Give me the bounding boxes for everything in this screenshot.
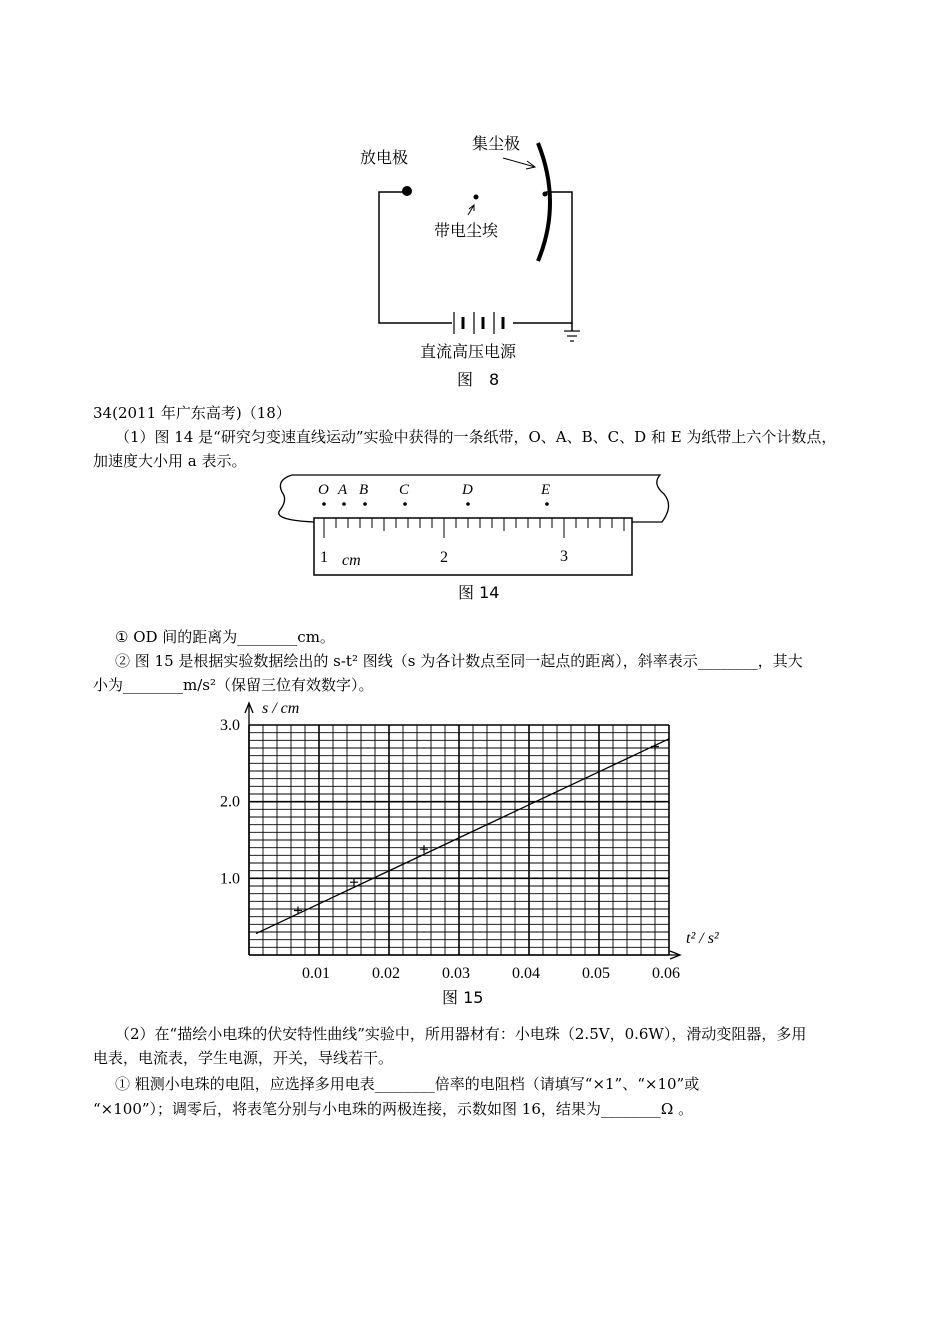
battery-symbol [454,312,503,334]
y-tick-label: 1.0 [220,870,240,888]
tape-label-b: B [359,482,369,498]
question-2-line2: 小为________m/s²（保留三位有效数字）。 [93,676,374,694]
x-axis-label: t² / s² [686,930,719,947]
label-collector: 集尘极 [472,134,521,153]
figure-14-caption: 图 14 [458,583,500,602]
figure-8-circuit [340,125,620,400]
part2-line4: “×100”）；调零后，将表笔分别与小电珠的两极连接，示数如图 16，结果为________Ω 。 [93,1100,694,1118]
chart-series [256,739,669,934]
figure-15-caption: 图 15 [442,988,484,1007]
tape-dot-c [403,502,407,506]
tape-label-e: E [541,482,551,498]
tape-label-d: D [462,482,473,498]
part2-line3: ① 粗测小电珠的电阻，应选择多用电表________倍率的电阻档（请填写“×1”、“×10”或 [115,1075,700,1093]
tape-dot-b [363,502,367,506]
figure-8-caption: 图 8 [457,370,500,389]
x-tick-label: 0.03 [442,965,470,982]
question-1: ① OD 间的距离为________cm。 [115,628,335,646]
x-tick-labels [302,965,680,982]
part2-line1: （2）在“描绘小电珠的伏安特性曲线”实验中，所用器材有：小电珠（2.5V，0.6W），滑动变阻器，多用 [115,1025,807,1043]
part1-intro-line1: （1）图 14 是“研究匀变速直线运动”实验中获得的一条纸带，O、A、B、C、D 和 E 为纸带上六个计数点， [115,428,837,446]
data-point-marker [294,907,302,915]
y-tick-label: 2.0 [220,793,240,811]
label-arrows [468,158,535,215]
figure-15-chart [200,695,760,1010]
part2-line2: 电表，电流表，学生电源，开关，导线若干。 [93,1049,394,1067]
label-dust: 带电尘埃 [434,221,499,240]
ground-symbol [564,331,580,341]
ruler-label-1: 1 [320,549,328,566]
tape-dot-e [545,502,549,506]
data-point-marker [525,798,533,806]
circuit-wires [379,192,572,331]
y-tick-labels [220,717,240,887]
x-tick-label: 0.02 [372,965,400,982]
figure-14-tape [270,470,680,605]
tape-dot-d [466,502,470,506]
data-point-marker [420,845,428,853]
discharge-electrode [402,186,412,196]
x-tick-label: 0.04 [512,965,540,982]
fitted-line [256,739,669,934]
x-tick-label: 0.06 [652,965,680,982]
ruler [314,518,632,575]
chart-grid [249,725,669,955]
tape-label-c: C [399,482,410,498]
label-power: 直流高压电源 [420,342,517,361]
tape-dot-o [322,502,326,506]
tape-label-a: A [338,482,348,498]
x-tick-label: 0.05 [582,965,610,982]
x-tick-label: 0.01 [302,965,330,982]
y-tick-label: 3.0 [220,717,240,734]
chart-axes [245,703,680,959]
y-axis-label: s / cm [262,700,300,717]
part1-intro-line2: 加速度大小用 a 表示。 [93,452,247,470]
ruler-unit: cm [342,552,361,569]
tape-dot-a [342,502,346,506]
ruler-label-3: 3 [560,548,568,565]
tape-label-o: O [318,482,329,498]
collector-plate [538,143,550,261]
data-point-marker [350,878,358,886]
dust-particle [474,195,479,200]
ruler-label-2: 2 [440,549,448,566]
label-discharge: 放电极 [360,148,409,167]
question-heading: 34(2011 年广东高考)（18） [93,404,291,422]
question-2-line1: ② 图 15 是根据实验数据绘出的 s-t² 图线（s 为各计数点至同一起点的距离），斜率表示________，其大 [115,652,803,670]
